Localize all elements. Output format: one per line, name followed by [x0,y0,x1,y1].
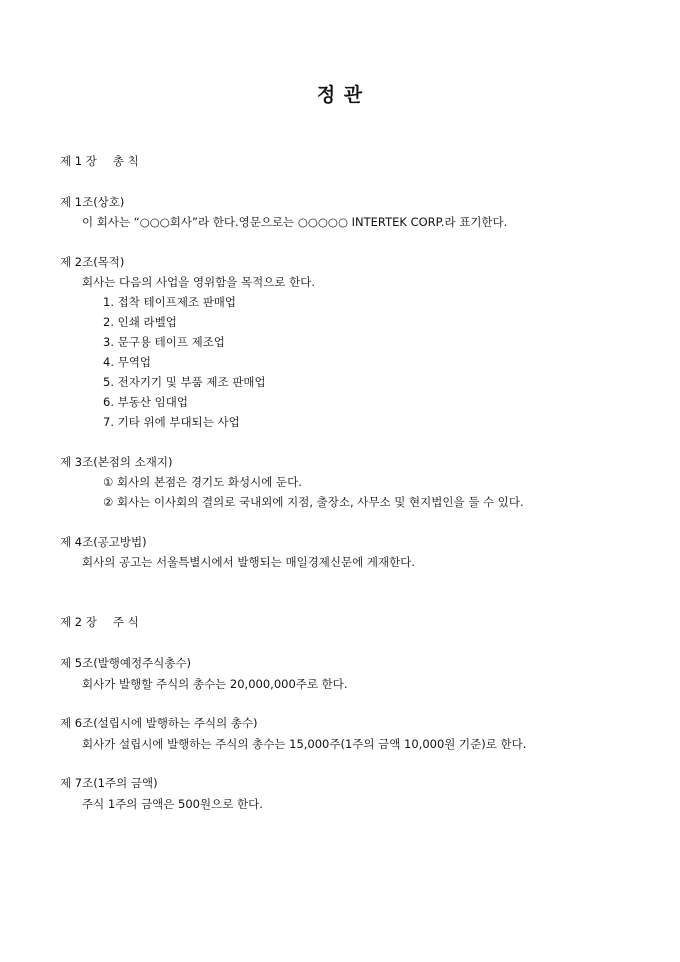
article-3-item: ② 회사는 이사회의 결의로 국내외에 지점, 출장소, 사무소 및 현지법인을 둘 수 있다. [103,495,524,509]
chapter-2-name: 주 식 [112,615,139,629]
article-1-text: 이 회사는 “○○○회사”라 한다.영문으로는 ○○○○○ INTERTEK CORP.라 표기한다. [82,215,508,229]
article-7-text: 주식 1주의 금액은 500원으로 한다. [82,797,263,811]
article-5-heading: 제 5조(발행예정주식총수) [60,656,192,670]
article-2-item: 6. 부동산 임대업 [103,395,188,409]
article-3-heading: 제 3조(본점의 소재지) [60,455,173,469]
article-2-item: 2. 인쇄 라벨업 [103,315,177,329]
article-5-text: 회사가 발행할 주식의 총수는 20,000,000주로 한다. [82,677,348,691]
article-2-intro: 회사는 다음의 사업을 영위함을 목적으로 한다. [82,275,316,289]
document-title: 정 관 [316,84,364,106]
article-2-item: 7. 기타 위에 부대되는 사업 [103,415,240,429]
article-7-heading: 제 7조(1주의 금액) [60,776,158,790]
article-6-text: 회사가 설립시에 발행하는 주식의 총수는 15,000주(1주의 금액 10,000원 기준)로 한다. [82,737,527,751]
article-1-heading: 제 1조(상호) [60,195,125,209]
article-2-item: 1. 접착 테이프제조 판매업 [103,295,237,309]
article-2-item: 3. 문구용 테이프 제조업 [103,335,225,349]
article-2-heading: 제 2조(목적) [60,255,125,269]
chapter-1-name: 총 칙 [112,154,139,168]
article-6-heading: 제 6조(설립시에 발행하는 주식의 총수) [60,716,258,730]
chapter-2-number: 제 2 장 [60,615,97,629]
article-2-item: 4. 무역업 [103,355,151,369]
chapter-1-number: 제 1 장 [60,154,97,168]
article-2-item: 5. 전자기기 및 부품 제조 판매업 [103,375,266,389]
article-4-heading: 제 4조(공고방법) [60,535,147,549]
article-4-text: 회사의 공고는 서울특별시에서 발행되는 매일경제신문에 게재한다. [82,555,415,569]
chapter-1-heading [60,154,139,168]
chapter-2-heading [60,615,139,629]
article-3-item: ① 회사의 본점은 경기도 화성시에 둔다. [103,475,302,489]
